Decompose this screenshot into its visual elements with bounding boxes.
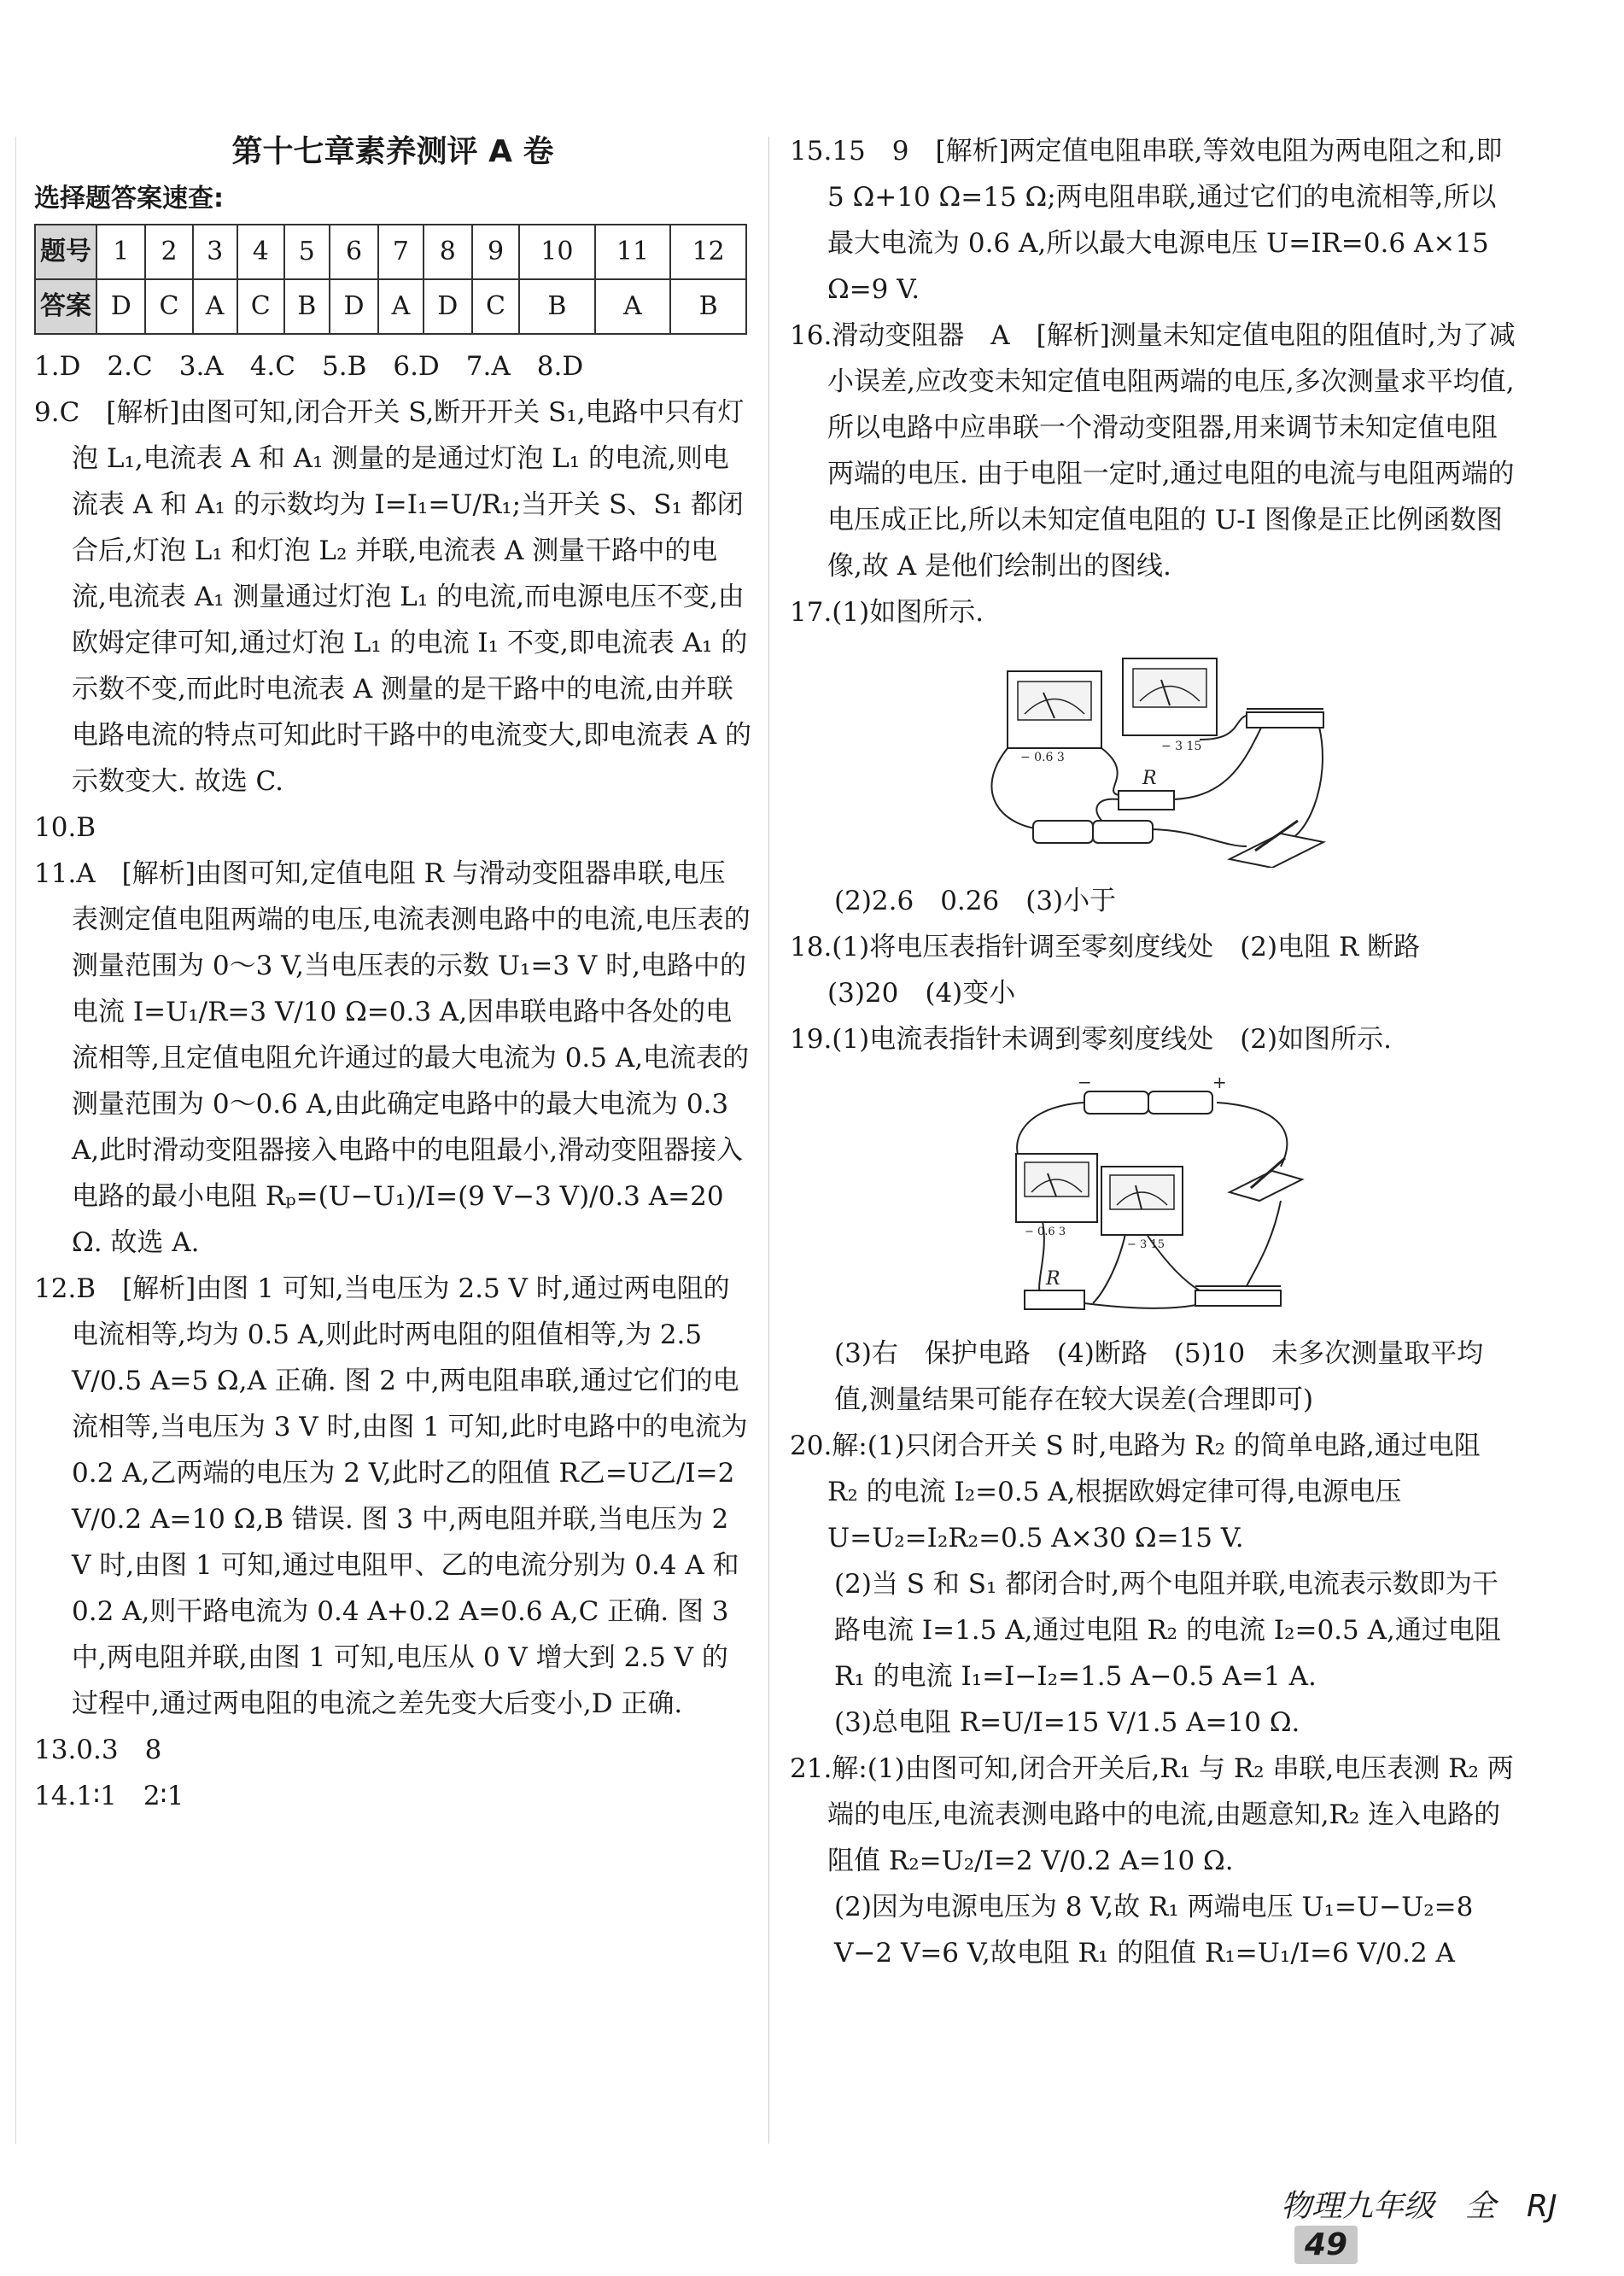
ammeter-icon — [1016, 1154, 1097, 1222]
answer-cell: D — [96, 279, 145, 334]
answer-19-part1: 19.(1)电流表指针未调到零刻度线处 (2)如图所示. — [790, 1024, 1392, 1055]
resistor-label: R — [1142, 768, 1157, 789]
voltmeter-terminals: − 3 15 — [1127, 1238, 1165, 1251]
ammeter-terminals: − 0.6 3 — [1020, 751, 1065, 764]
answer-15: 15.15 9 [解析]两定值电阻串联,等效电阻为两电阻之和,即 5 Ω+10 Ω=15 Ω;两电阻串联,通过它们的电流相等,所以最大电流为 0.6 A,所以最大电源电压 U=IR=0.6 A×15 Ω=9 V. — [790, 136, 1503, 305]
ammeter-icon — [1008, 671, 1101, 748]
wire — [1281, 727, 1323, 842]
answer-10: 10.B — [34, 812, 96, 843]
answers-1-8: 1.D 2.C 3.A 4.C 5.B 6.D 7.A 8.D — [34, 351, 584, 382]
switch-icon — [1230, 1158, 1302, 1201]
answer-cell: B — [519, 279, 595, 334]
quick-answer-label: 选择题答案速查: — [34, 184, 224, 214]
number-cell: 3 — [193, 225, 237, 279]
answer-21-part1: 21.解:(1)由图可知,闭合开关后,R₁ 与 R₂ 串联,电压表测 R₂ 两端的电压,电流表测电路中的电流,由题意知,R₂ 连入电路的阻值 R₂=U₂/I=2 V/0.2 A=10 Ω. — [790, 1753, 1514, 1876]
answer-cell: D — [330, 279, 378, 334]
switch-icon — [1230, 821, 1323, 868]
answer-cell: A — [595, 279, 671, 334]
number-cell: 12 — [670, 225, 746, 279]
number-row — [35, 225, 746, 279]
left-column — [34, 128, 751, 1819]
number-cell: 4 — [237, 225, 284, 279]
circuit-figure-17 — [973, 646, 1332, 868]
rheostat-icon — [1247, 709, 1323, 728]
voltmeter-icon — [1101, 1167, 1183, 1235]
number-cell: 7 — [378, 225, 423, 279]
column-divider — [768, 137, 769, 2144]
footer-subject: 物理九年级 全 RJ — [1281, 2189, 1557, 2224]
answer-13: 13.0.3 8 — [34, 1735, 162, 1765]
voltmeter-terminals: − 3 15 — [1161, 740, 1202, 753]
number-cell: 2 — [145, 225, 192, 279]
number-cell: 11 — [595, 225, 671, 279]
wire — [1217, 1103, 1287, 1167]
row-header-number: 题号 — [35, 225, 96, 279]
wire — [1247, 1201, 1281, 1286]
battery-minus: − — [1078, 1073, 1092, 1092]
answer-18: 18.(1)将电压表指针调至零刻度线处 (2)电阻 R 断路 (3)20 (4)变小 — [790, 932, 1447, 1009]
answer-9: 9.C [解析]由图可知,闭合开关 S,断开开关 S₁,电路中只有灯泡 L₁,电流表 A 和 A₁ 测量的是通过灯泡 L₁ 的电流,则电流表 A 和 A₁ 的示数均为 I=I₁=U/R₁;当开关 S、S₁ 都闭合后,灯泡 L₁ 和灯泡 L₂ 并联,电流表 A 测量干路中的电流,电流表 A₁ 测量通过灯泡 L₁ 的电流,而电源电压不变,由欧姆定律可知,通过灯泡 L₁ 的电流 I₁ 不变,即电流表 A₁ 的示数不变,而此时电流表 A 测量的是干路中的电流,由并联电路电流的特点可知此时干路中的电流变大,即电流表 A 的示数变大. 故选 C. — [34, 397, 751, 797]
answer-cell: C — [145, 279, 192, 334]
row-header-answer: 答案 — [35, 279, 96, 334]
wire — [1148, 829, 1247, 846]
answer-21-part2: (2)因为电源电压为 8 V,故 R₁ 两端电压 U₁=U−U₂=8 V−2 V=6 V,故电阻 R₁ 的阻值 R₁=U₁/I=6 V/0.2 A — [834, 1892, 1474, 1969]
answer-row — [35, 279, 746, 334]
answer-19-part2: (3)右 保护电路 (4)断路 (5)10 未多次测量取平均值,测量结果可能存在较大误差(合理即可) — [834, 1338, 1484, 1415]
answer-16: 16.滑动变阻器 A [解析]测量未知定值电阻的阻值时,为了减小误差,应改变未知定值电阻两端的电压,多次测量求平均值,所以电路中应串联一个滑动变阻器,用来调节未知定值电阻两端的电压. 由于电阻一定时,通过电阻的电流与电阻两端的电压成正比,所以未知定值电阻的 U-I 图像是正比例函数图像,故 A 是他们绘制出的图线. — [790, 320, 1516, 582]
circuit-figure-19 — [999, 1073, 1306, 1320]
page-number: 49 — [1294, 2226, 1358, 2264]
answer-20-part1: 20.解:(1)只闭合开关 S 时,电路为 R₂ 的简单电路,通过电阻 R₂ 的电流 I₂=0.5 A,根据欧姆定律可得,电源电压 U=U₂=I₂R₂=0.5 A×30 Ω=15 V. — [790, 1431, 1481, 1553]
battery-icon — [1033, 821, 1153, 843]
resistor-label: R — [1046, 1268, 1060, 1290]
resistor-icon — [1025, 1290, 1084, 1309]
wire — [1093, 1226, 1127, 1303]
number-cell: 1 — [96, 225, 145, 279]
battery-icon — [1084, 1091, 1212, 1114]
answer-12: 12.B [解析]由图 1 可知,当电压为 2.5 V 时,通过两电阻的电流相等,均为 0.5 A,则此时两电阻的阻值相等,为 2.5 V/0.5 A=5 Ω,A 正确. 图 2 中,两电阻串联,通过它们的电流相等,当电压为 3 V 时,由图 1 可知,此时电路中的电流为 0.2 A,乙两端的电压为 2 V,此时乙的阻值 R乙=U乙/I=2 V/0.2 A=10 Ω,B 错误. 图 3 中,两电阻并联,当电压为 2 V 时,由图 1 可知,通过电阻甲、乙的电流分别为 0.4 A 和 0.2 A,则干路电流为 0.4 A+0.2 A=0.6 A,C 正确. 图 3 中,两电阻并联,由图 1 可知,电压从 0 V 增大到 2.5 V 的过程中,通过两电阻的电流之差先变大后变小,D 正确. — [34, 1273, 748, 1719]
page-footer — [1281, 2182, 1624, 2264]
number-cell: 9 — [472, 225, 519, 279]
answer-20-part2: (2)当 S 和 S₁ 都闭合时,两个电阻并联,电流表示数即为干路电流 I=1.5 A,通过电阻 R₂ 的电流 I₂=0.5 A,通过电阻 R₁ 的电流 I₁=I−I₂=1.5 A−0.5 A=1 A. — [834, 1569, 1501, 1692]
answer-cell: B — [670, 279, 746, 334]
number-cell: 8 — [424, 225, 472, 279]
answer-cell: C — [472, 279, 519, 334]
right-column — [790, 128, 1516, 1976]
answer-11: 11.A [解析]由图可知,定值电阻 R 与滑动变阻器串联,电压表测定值电阻两端的电压,电流表测电路中的电流,电压表的测量范围为 0～3 V,当电压表的示数 U₁=3 V 时,电路中的电流 I=U₁/R=3 V/10 Ω=0.3 A,因串联电路中各处的电流相等,且定值电阻允许通过的最大电流为 0.5 A,电流表的测量范围为 0～0.6 A,由此确定电路中的最大电流为 0.3 A,此时滑动变阻器接入电路中的电阻最小,滑动变阻器接入电路的最小电阻 Rₚ=(U−U₁)/I=(9 V−3 V)/0.3 A=20 Ω. 故选 A. — [34, 858, 751, 1258]
number-cell: 5 — [284, 225, 330, 279]
resistor-icon — [1119, 791, 1174, 810]
answer-17-part2: (2)2.6 0.26 (3)小于 — [834, 886, 1117, 916]
wire — [1101, 748, 1119, 795]
answer-20-part3: (3)总电阻 R=U/I=15 V/1.5 A=10 Ω. — [834, 1707, 1300, 1738]
voltmeter-icon — [1123, 658, 1217, 735]
answer-cell: C — [237, 279, 284, 334]
number-cell: 6 — [330, 225, 378, 279]
ammeter-terminals: − 0.6 3 — [1025, 1226, 1066, 1238]
answer-table — [34, 224, 747, 335]
battery-plus: + — [1212, 1073, 1227, 1092]
rheostat-icon — [1195, 1286, 1281, 1306]
page-title: 第十七章素养测评 A 卷 — [231, 134, 554, 169]
answer-cell: A — [378, 279, 423, 334]
wire — [1084, 1303, 1204, 1308]
answer-cell: B — [284, 279, 330, 334]
left-margin-rule — [15, 137, 16, 2144]
answer-cell: D — [424, 279, 472, 334]
number-cell: 10 — [519, 225, 595, 279]
answer-14: 14.1∶1 2∶1 — [34, 1781, 184, 1811]
answer-cell: A — [193, 279, 237, 334]
answer-17-part1: 17.(1)如图所示. — [790, 597, 984, 628]
